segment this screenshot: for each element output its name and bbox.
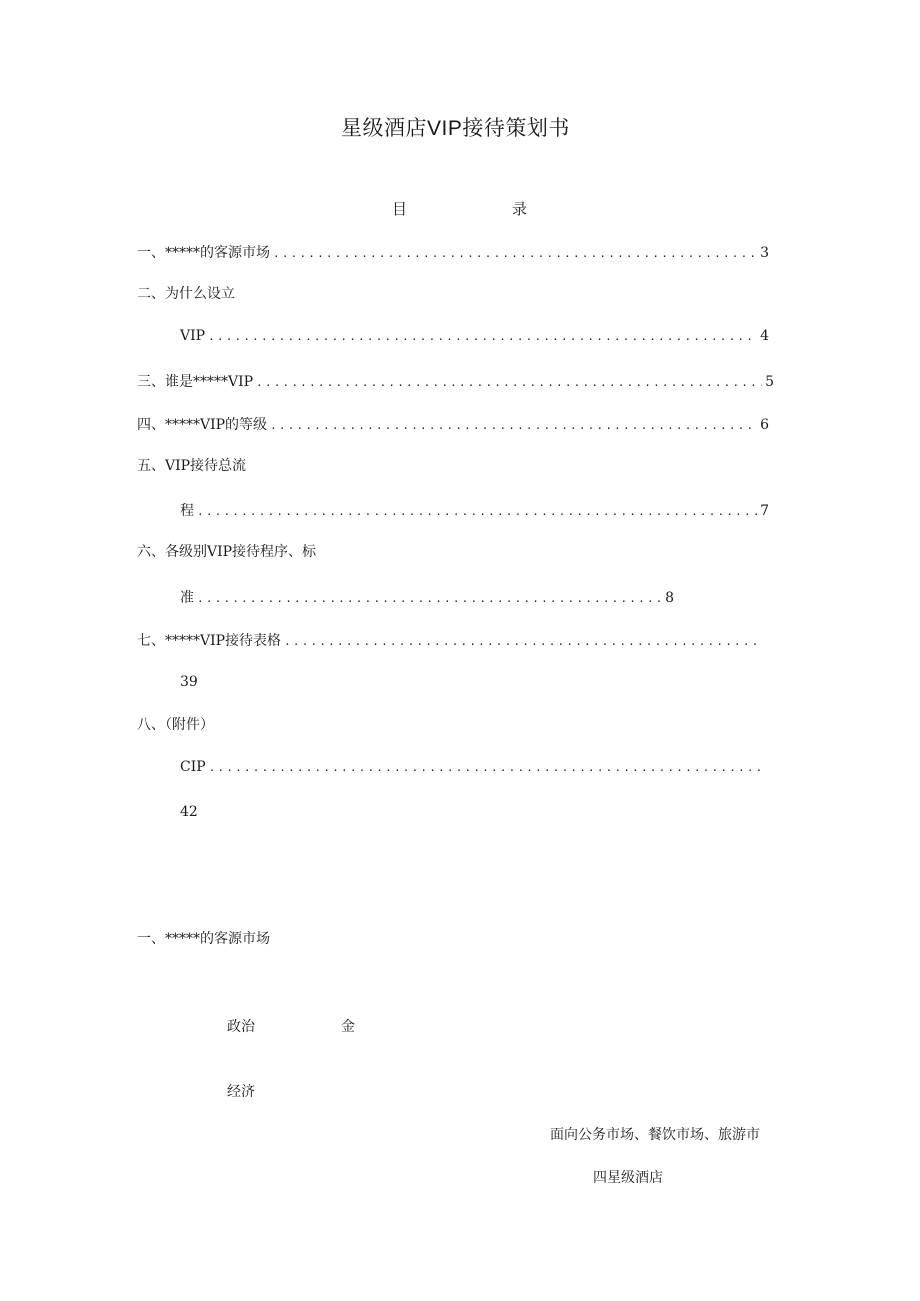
label-finance: 金 [341, 1019, 355, 1035]
toc-leader-dots [284, 635, 762, 648]
label-politics: 政治 [227, 1019, 255, 1035]
toc-entry-6[interactable] [180, 587, 674, 607]
toc-leader-dots [197, 505, 757, 518]
toc-entry-8[interactable] [180, 759, 765, 775]
toc-heading-right: 录 [512, 200, 528, 218]
toc-entry-6-text: 准 [180, 590, 194, 606]
toc-entry-2-page: 4 [760, 328, 769, 344]
label-economy: 经济 [227, 1084, 255, 1100]
toc-entry-3[interactable] [137, 371, 774, 391]
section-1-heading: 一、*****的客源市场 [137, 931, 270, 947]
toc-entry-7[interactable] [137, 630, 765, 650]
toc-entry-8-label[interactable]: 八、（附件） [137, 717, 214, 733]
market-text: 面向公务市场、餐饮市场、旅游市 [550, 1127, 760, 1143]
document-title: 星级酒店VIP接待策划书 [341, 117, 570, 140]
toc-entry-4-text: 四、*****VIP的等级 [137, 417, 268, 433]
toc-entry-2-label[interactable]: 二、为什么设立 [137, 286, 235, 302]
toc-entry-5-label[interactable]: 五、VIP接待总流 [137, 458, 247, 474]
toc-leader-dots [208, 330, 757, 343]
toc-entry-1-page: 3 [760, 245, 769, 261]
toc-leader-dots [197, 592, 662, 605]
toc-entry-7-page: 39 [180, 674, 198, 690]
toc-entry-7-text: 七、*****VIP接待表格 [137, 633, 282, 649]
toc-entry-1[interactable] [137, 242, 769, 262]
toc-entry-5-page: 7 [760, 503, 769, 519]
toc-leader-dots [270, 419, 757, 432]
toc-leader-dots [273, 247, 757, 260]
toc-leader-dots [209, 761, 762, 774]
hotel-type: 四星级酒店 [593, 1170, 663, 1186]
toc-heading-left: 目 [392, 200, 408, 218]
toc-entry-4-page: 6 [760, 417, 769, 433]
toc-entry-8-page: 42 [180, 804, 198, 820]
toc-entry-2[interactable] [180, 328, 769, 344]
toc-entry-6-page: 8 [665, 590, 674, 606]
toc-entry-1-text: 一、*****的客源市场 [137, 245, 270, 261]
toc-entry-5-text: 程 [180, 503, 194, 519]
toc-entry-5[interactable] [180, 500, 769, 520]
toc-entry-6-label[interactable]: 六、各级别VIP接待程序、标 [137, 544, 317, 560]
toc-entry-8-text: CIP [180, 759, 206, 775]
toc-entry-4[interactable] [137, 414, 769, 434]
toc-leader-dots [256, 376, 762, 389]
toc-entry-3-page: 5 [765, 374, 774, 390]
toc-entry-3-text: 三、谁是*****VIP [137, 374, 254, 390]
toc-entry-2-text: VIP [180, 328, 206, 344]
